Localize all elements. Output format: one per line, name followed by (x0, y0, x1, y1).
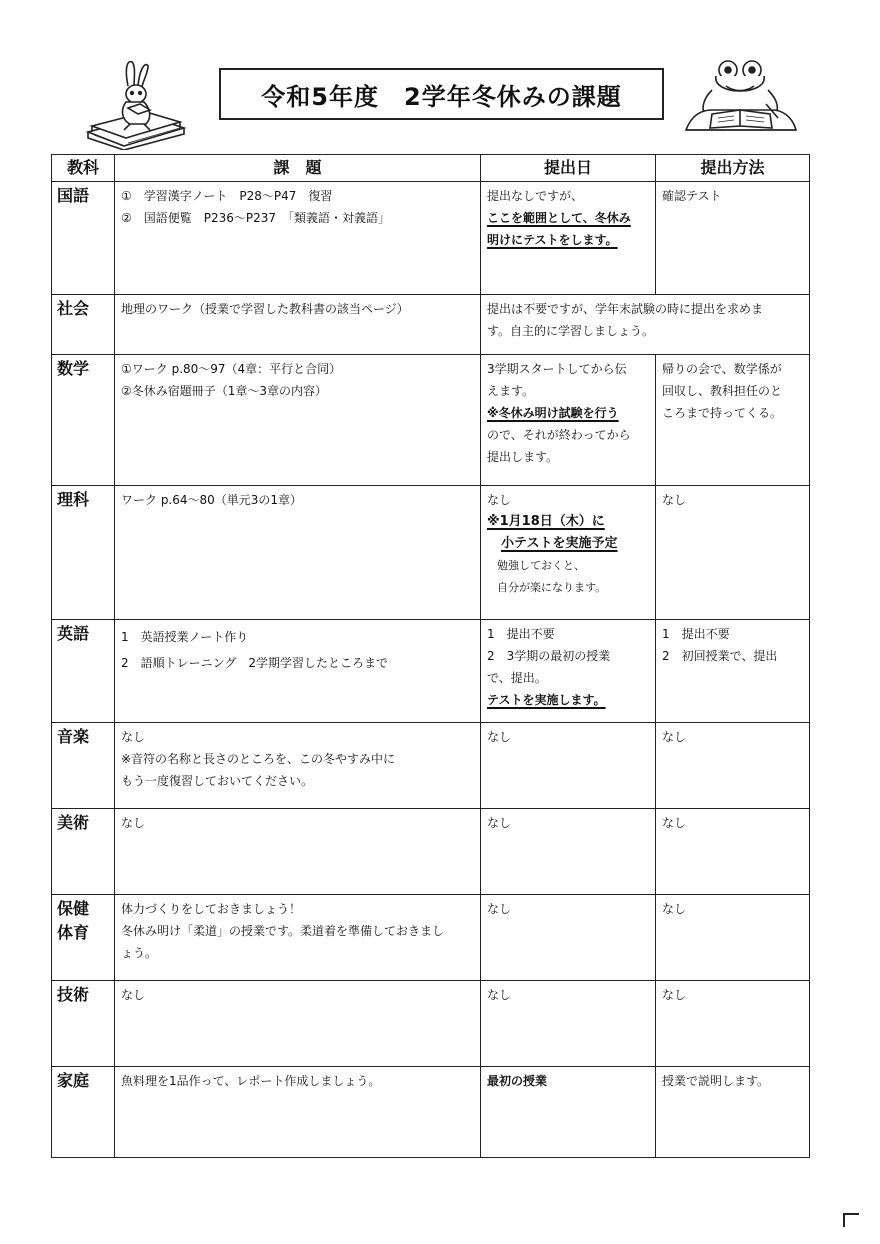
table-row (52, 355, 810, 486)
method-line: 1 提出不要 (662, 627, 730, 641)
task-cell (115, 809, 481, 895)
task-line: ① 学習漢字ノート P28〜P47 復習 (121, 189, 333, 203)
table-header-row (52, 155, 810, 182)
method-cell (656, 981, 810, 1067)
subject-label: 家庭 (57, 1071, 90, 1090)
due-line: で、提出。 (487, 671, 547, 685)
task-line: なし (121, 730, 146, 744)
subject-label: 保健 (57, 899, 90, 918)
due-line: 1 提出不要 (487, 627, 555, 641)
task-line: ②冬休み宿題冊子（1章〜3章の内容） (121, 384, 328, 398)
table-row (52, 895, 810, 981)
task-line: なし (121, 816, 146, 830)
table-row (52, 809, 810, 895)
due-line: なし (487, 988, 512, 1002)
corner-crop-mark (843, 1213, 859, 1227)
method-line: 帰りの会で、数学係が (662, 362, 782, 376)
method-line: 2 初回授業で、提出 (662, 649, 778, 663)
subject-label: 美術 (57, 813, 90, 832)
task-line: 冬休み明け「柔道」の授業です。柔道着を準備しておきまし (121, 924, 445, 938)
due-line: 2 3学期の最初の授業 (487, 649, 611, 663)
task-cell (115, 620, 481, 723)
table-row (52, 723, 810, 809)
due-cell (481, 620, 656, 723)
due-line: 自分が楽になります。 (497, 581, 607, 594)
due-cell (481, 355, 656, 486)
due-cell (481, 1067, 656, 1158)
task-cell (115, 486, 481, 620)
task-line: ※音符の名称と長さのところを、この冬やすみ中に (121, 752, 396, 766)
subject-cell (52, 486, 115, 620)
due-line: えます。 (487, 384, 535, 398)
due-line: 提出なしですが、 (487, 189, 584, 203)
task-line: ①ワーク p.80〜97（4章：平行と合同） (121, 362, 342, 376)
due-cell (481, 809, 656, 895)
method-cell (656, 620, 810, 723)
subject-label: 社会 (57, 299, 90, 318)
method-line: 確認テスト (662, 189, 722, 203)
task-line: 地理のワーク（授業で学習した教科書の該当ページ） (121, 302, 409, 316)
subject-cell (52, 295, 115, 355)
due-line: なし (487, 816, 512, 830)
table-row (52, 295, 810, 355)
due-line: 提出は不要ですが、学年末試験の時に提出を求めま (487, 302, 764, 316)
task-cell (115, 981, 481, 1067)
due-method-cell (481, 295, 810, 355)
task-line: もう一度復習しておいてください。 (121, 774, 314, 788)
header-method: 提出方法 (656, 155, 810, 182)
method-cell (656, 723, 810, 809)
due-line: ※冬休み明け試験を行う (487, 406, 619, 420)
page-title: 令和5年度 2学年冬休みの課題 (219, 68, 664, 120)
frog-studying-illustration (682, 56, 800, 140)
subject-label: 国語 (57, 186, 90, 205)
due-line: ※1月18日（木）に (487, 514, 605, 529)
due-line: ので、それが終わってから (487, 428, 631, 442)
due-line: 小テストを実施予定 (501, 536, 618, 551)
method-line: なし (662, 730, 687, 744)
table-row (52, 981, 810, 1067)
due-cell (481, 723, 656, 809)
header-subject: 教科 (52, 155, 115, 182)
method-line: なし (662, 816, 687, 830)
assignment-table (51, 154, 810, 1158)
due-line: なし (487, 493, 512, 507)
method-line: 回収し、教科担任のと (662, 384, 783, 398)
table-row (52, 182, 810, 295)
method-cell (656, 486, 810, 620)
table-row (52, 620, 810, 723)
due-cell (481, 895, 656, 981)
due-line: 最初の授業 (487, 1074, 548, 1088)
due-cell (481, 182, 656, 295)
table-row (52, 486, 810, 620)
task-cell (115, 295, 481, 355)
subject-cell (52, 620, 115, 723)
header-due: 提出日 (481, 155, 656, 182)
method-line: ころまで持ってくる。 (662, 406, 783, 420)
subject-cell (52, 723, 115, 809)
subject-label: 技術 (57, 985, 90, 1004)
method-line: 授業で説明します。 (662, 1074, 770, 1088)
method-cell (656, 182, 810, 295)
subject-label: 音楽 (57, 727, 90, 746)
subject-cell (52, 355, 115, 486)
task-cell (115, 182, 481, 295)
method-cell (656, 895, 810, 981)
task-line: 体力づくりをしておきましょう！ (121, 902, 302, 916)
due-line: 3学期スタートしてから伝 (487, 362, 627, 376)
due-line: なし (487, 730, 512, 744)
due-line: テストを実施します。 (487, 693, 606, 707)
subject-cell (52, 1067, 115, 1158)
task-line: 魚料理を1品作って、レポート作成しましょう。 (121, 1074, 381, 1088)
table-row (52, 1067, 810, 1158)
due-line: す。自主的に学習しましょう。 (487, 324, 655, 338)
subject-cell (52, 981, 115, 1067)
method-line: なし (662, 902, 687, 916)
rabbit-reading-illustration (84, 58, 194, 150)
due-line: 提出します。 (487, 450, 559, 464)
task-line: 1 英語授業ノート作り (121, 630, 249, 644)
subject-cell (52, 182, 115, 295)
task-line: 2 語順トレーニング 2学期学習したところまで (121, 656, 389, 670)
due-line: ここを範囲として、冬休み (487, 211, 631, 225)
subject-label: 英語 (57, 624, 90, 643)
task-line: ょう。 (121, 946, 158, 960)
due-line: 勉強しておくと、 (497, 559, 585, 572)
subject-label: 体育 (57, 923, 90, 942)
due-line: なし (487, 902, 512, 916)
subject-cell (52, 809, 115, 895)
task-line: ワーク p.64〜80（単元3の1章） (121, 493, 303, 507)
task-cell (115, 355, 481, 486)
header-task: 課 題 (115, 155, 481, 182)
method-cell (656, 355, 810, 486)
due-cell (481, 486, 656, 620)
task-cell (115, 895, 481, 981)
task-cell (115, 1067, 481, 1158)
method-line: なし (662, 493, 687, 507)
subject-label: 数学 (57, 359, 90, 378)
task-line: ② 国語便覧 P236〜P237 「類義語・対義語」 (121, 211, 391, 225)
due-line: 明けにテストをします。 (487, 233, 618, 247)
method-line: なし (662, 988, 687, 1002)
method-cell (656, 809, 810, 895)
due-cell (481, 981, 656, 1067)
method-cell (656, 1067, 810, 1158)
task-line: なし (121, 988, 146, 1002)
subject-label: 理科 (57, 490, 90, 509)
task-cell (115, 723, 481, 809)
subject-cell (52, 895, 115, 981)
